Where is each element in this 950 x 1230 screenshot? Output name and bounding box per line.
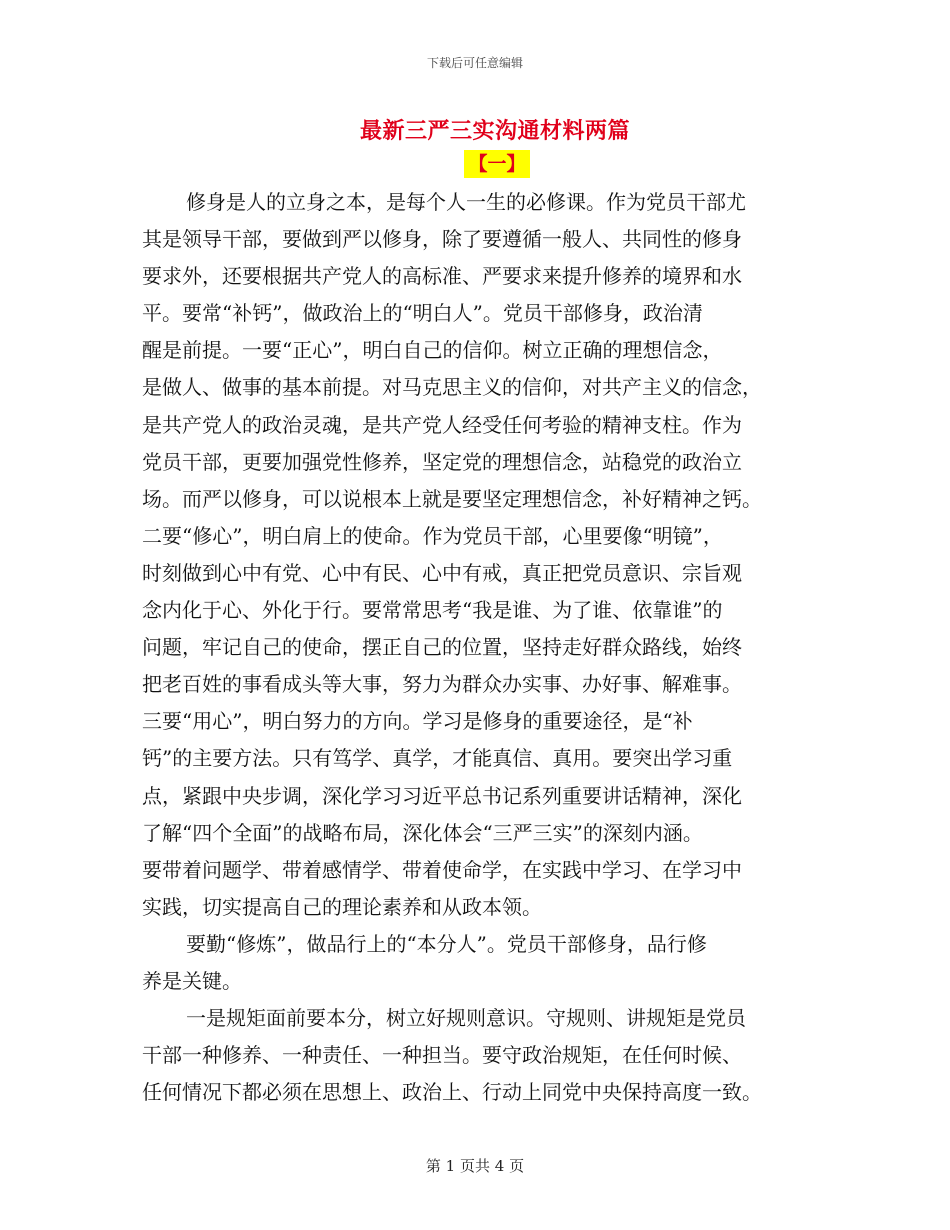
text-line: 要求外，还要根据共产党人的高标准、严要求来提升修养的境界和水: [142, 264, 742, 289]
document-body: [142, 184, 812, 1111]
text-line: 是共产党人的政治灵魂，是共产党人经受任何考验的精神支柱。作为: [142, 412, 742, 437]
text-line: 其是领导干部，要做到严以修身，除了要遵循一般人、共同性的修身: [142, 227, 742, 252]
text-line: 把老百姓的事看成头等大事，努力为群众办实事、办好事、解难事。: [142, 672, 742, 697]
text-line: 是做人、做事的基本前提。对马克思主义的信仰，对共产主义的信念，: [142, 375, 762, 400]
text-line: 要带着问题学、带着感情学、带着使命学，在实践中学习、在学习中: [142, 857, 742, 882]
text-line: 问题，牢记自己的使命，摆正自己的位置，坚持走好群众路线，始终: [142, 635, 742, 660]
text-line: 修身是人的立身之本，是每个人一生的必修课。作为党员干部尤: [186, 190, 746, 214]
section-marker: 【一】: [464, 150, 530, 178]
page-footer: 第 1 页共 4 页: [425, 1157, 525, 1175]
page-header-note: 下载后可任意编辑: [426, 56, 523, 70]
text-line: 场。而严以修身，可以说根本上就是要坚定理想信念，补好精神之钙。: [142, 486, 762, 511]
text-line: 念内化于心、外化于行。要常常思考“我是谁、为了谁、依靠谁”的: [142, 598, 723, 623]
text-line: 了解“四个全面”的战略布局，深化体会“三严三实”的深刻内涵。: [142, 820, 703, 845]
text-line: 一是规矩面前要本分，树立好规则意识。守规则、讲规矩是党员: [186, 1006, 746, 1031]
text-line: 干部一种修养、一种责任、一种担当。要守政治规矩，在任何时候、: [142, 1043, 742, 1068]
text-line: 养是关键。: [142, 968, 242, 993]
text-line: 党员干部，更要加强党性修养，坚定党的理想信念，站稳党的政治立: [142, 449, 742, 474]
text-line: 钙”的主要方法。只有笃学、真学，才能真信、真用。要突出学习重: [142, 746, 733, 771]
text-line: 三要“用心”，明白努力的方向。学习是修身的重要途径，是“补: [142, 709, 693, 734]
text-line: 任何情况下都必须在思想上、政治上、行动上同党中央保持高度一致。: [142, 1080, 762, 1105]
text-line: 平。要常“补钙”，做政治上的“明白人”。党员干部修身，政治清: [142, 301, 703, 326]
text-line: 醒是前提。一要“正心”，明白自己的信仰。树立正确的理想信念，: [142, 338, 723, 363]
text-line: 要勤“修炼”，做品行上的“本分人”。党员干部修身，品行修: [186, 931, 707, 956]
text-line: 点，紧跟中央步调，深化学习习近平总书记系列重要讲话精神，深化: [142, 783, 742, 808]
text-line: 二要“修心”，明白肩上的使命。作为党员干部，心里要像“明镜”，: [142, 523, 723, 548]
text-line: 时刻做到心中有党、心中有民、心中有戒，真正把党员意识、宗旨观: [142, 560, 742, 585]
text-line: 实践，切实提高自己的理论素养和从政本领。: [142, 894, 542, 919]
document-title: 最新三严三实沟通材料两篇: [359, 118, 630, 144]
